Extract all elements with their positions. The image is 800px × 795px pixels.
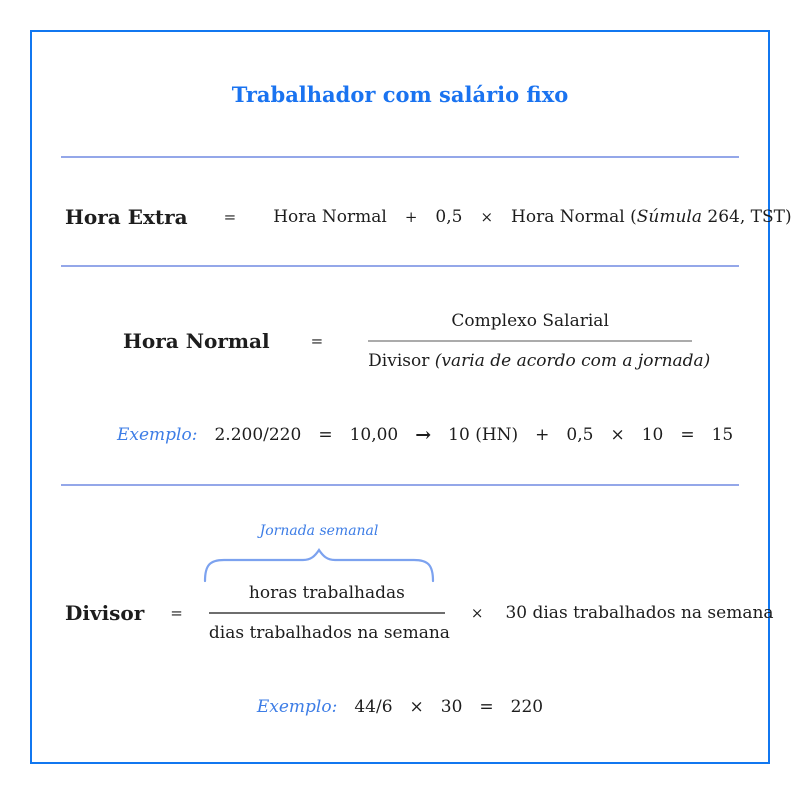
example-token: 0,5	[566, 425, 594, 445]
section-divider	[61, 265, 739, 267]
infographic-card	[30, 30, 792, 764]
equals-sign: =	[479, 697, 494, 717]
fraction-numerator: horas trabalhadas	[248, 583, 405, 603]
fraction-denominator	[368, 351, 711, 371]
hora-normal-example	[117, 423, 733, 447]
hora-normal-fraction	[368, 311, 711, 371]
equals-sign: =	[223, 208, 237, 226]
example-token: 15	[711, 425, 734, 445]
jornada-semanal-label: Jornada semanal	[259, 523, 379, 539]
fraction-bar	[209, 612, 445, 614]
divisor-label: Divisor	[65, 601, 145, 625]
term-factor: 0,5	[435, 207, 463, 227]
term-hora-normal-sumula	[511, 207, 792, 227]
right-arrow-icon: →	[415, 424, 432, 446]
hora-normal-formula	[123, 311, 711, 371]
multiply-sign: ×	[470, 604, 484, 622]
example-token: 2.200/220	[214, 425, 302, 445]
divisor-example	[32, 695, 768, 719]
fraction-numerator: Complexo Salarial	[451, 311, 609, 331]
example-token: 10,00	[349, 425, 399, 445]
divisor-formula	[65, 583, 774, 643]
multiplier-text: 30 dias trabalhados na semana	[505, 603, 774, 623]
divisor-fraction	[208, 583, 450, 643]
example-token: 30	[440, 697, 463, 717]
example-label: Exemplo:	[256, 697, 338, 717]
equals-sign: =	[318, 425, 333, 445]
multiply-sign: ×	[610, 425, 625, 445]
plus-sign: +	[404, 208, 418, 226]
sumula-italic: Súmula	[636, 207, 702, 227]
section-divider	[61, 484, 739, 486]
multiply-sign: ×	[409, 697, 424, 717]
jornada-brace-icon	[202, 547, 436, 583]
hora-normal-label: Hora Normal	[123, 329, 270, 353]
page-title: Trabalhador com salário fixo	[231, 82, 569, 107]
multiply-sign: ×	[480, 208, 494, 226]
equals-sign: =	[310, 332, 324, 350]
term-suffix: 264, TST)	[702, 207, 792, 227]
example-label: Exemplo:	[117, 425, 198, 445]
term-prefix: Hora Normal (	[511, 207, 637, 227]
example-token: 220	[510, 697, 544, 717]
fraction-denominator: dias trabalhados na semana	[208, 623, 450, 643]
denominator-italic: (varia de acordo com a jornada)	[434, 351, 711, 371]
term-hora-normal: Hora Normal	[273, 207, 387, 227]
hora-extra-formula	[65, 203, 792, 231]
fraction-bar	[368, 340, 692, 342]
section-divider	[61, 156, 739, 158]
hora-extra-terms	[273, 207, 791, 227]
denominator-prefix: Divisor	[368, 351, 435, 371]
plus-sign: +	[535, 425, 550, 445]
example-token: 10 (HN)	[448, 425, 519, 445]
hora-extra-label: Hora Extra	[65, 205, 188, 229]
equals-sign: =	[680, 425, 695, 445]
example-token: 44/6	[354, 697, 393, 717]
equals-sign: =	[170, 604, 183, 622]
example-token: 10	[641, 425, 664, 445]
